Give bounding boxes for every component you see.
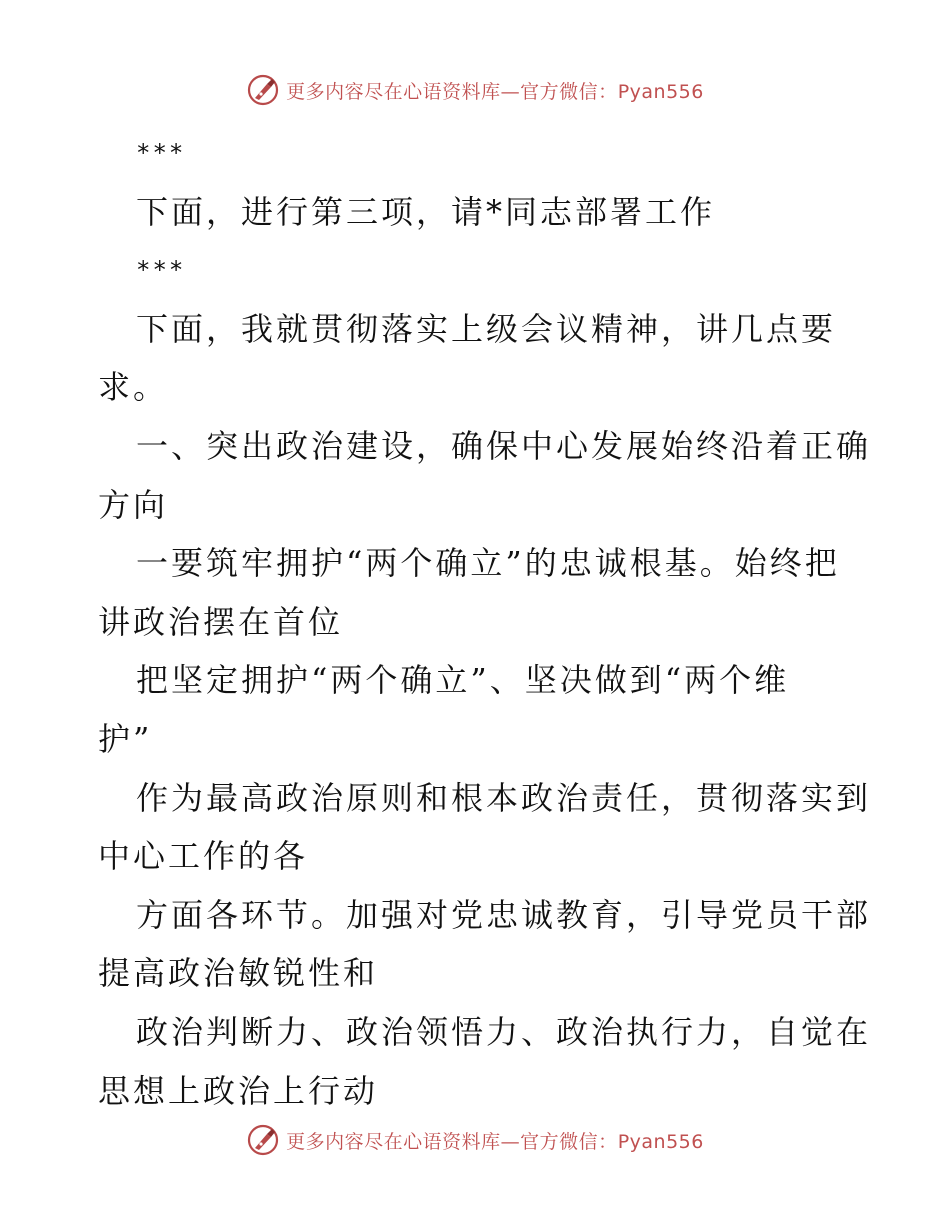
paragraph-line: 下面，进行第三项，请*同志部署工作	[136, 192, 716, 231]
paragraph-line: 护”	[98, 719, 153, 758]
watermark-separator: —	[500, 1130, 521, 1153]
paragraph-line: 中心工作的各	[98, 837, 309, 876]
paragraph-line: 一要筑牢拥护“两个确立”的忠诚根基。始终把	[136, 544, 840, 583]
section-heading-line: 一、突出政治建设，确保中心发展始终沿着正确	[136, 426, 872, 465]
paragraph-line: ***	[136, 139, 186, 167]
document-body	[98, 124, 872, 1120]
paragraph-line: 求。	[98, 368, 169, 407]
watermark-site-text: 更多内容尽在心语资料库	[286, 1130, 501, 1153]
pen-nib-circle-icon	[246, 73, 280, 107]
paragraph-line: 方面各环节。加强对党忠诚教育，引导党员干部	[136, 895, 872, 934]
watermark-site-text: 更多内容尽在心语资料库	[286, 80, 501, 103]
paragraph-line: 提高政治敏锐性和	[98, 954, 379, 993]
section-heading-line: 方向	[98, 485, 169, 524]
paragraph-line: 作为最高政治原则和根本政治责任，贯彻落实到	[136, 778, 872, 817]
watermark-handle: Pyan556	[617, 80, 704, 103]
paragraph-line: ***	[136, 256, 186, 285]
header-watermark	[0, 70, 950, 110]
watermark-text	[286, 77, 704, 104]
paragraph-line: 讲政治摆在首位	[98, 602, 344, 641]
paragraph-line: 下面，我就贯彻落实上级会议精神，讲几点要	[136, 309, 837, 348]
footer-watermark	[0, 1120, 950, 1160]
paragraph-line: 思想上政治上行动	[98, 1071, 379, 1110]
watermark-text	[286, 1127, 704, 1154]
watermark-separator: —	[500, 80, 521, 103]
watermark-label: 官方微信：	[520, 1130, 618, 1153]
paragraph-line: 政治判断力、政治领悟力、政治执行力，自觉在	[136, 1012, 872, 1051]
paragraph-line: 把坚定拥护“两个确立”、坚决做到“两个维	[136, 661, 790, 700]
watermark-label: 官方微信：	[520, 80, 618, 103]
pen-nib-circle-icon	[246, 1123, 280, 1157]
watermark-handle: Pyan556	[617, 1130, 704, 1153]
